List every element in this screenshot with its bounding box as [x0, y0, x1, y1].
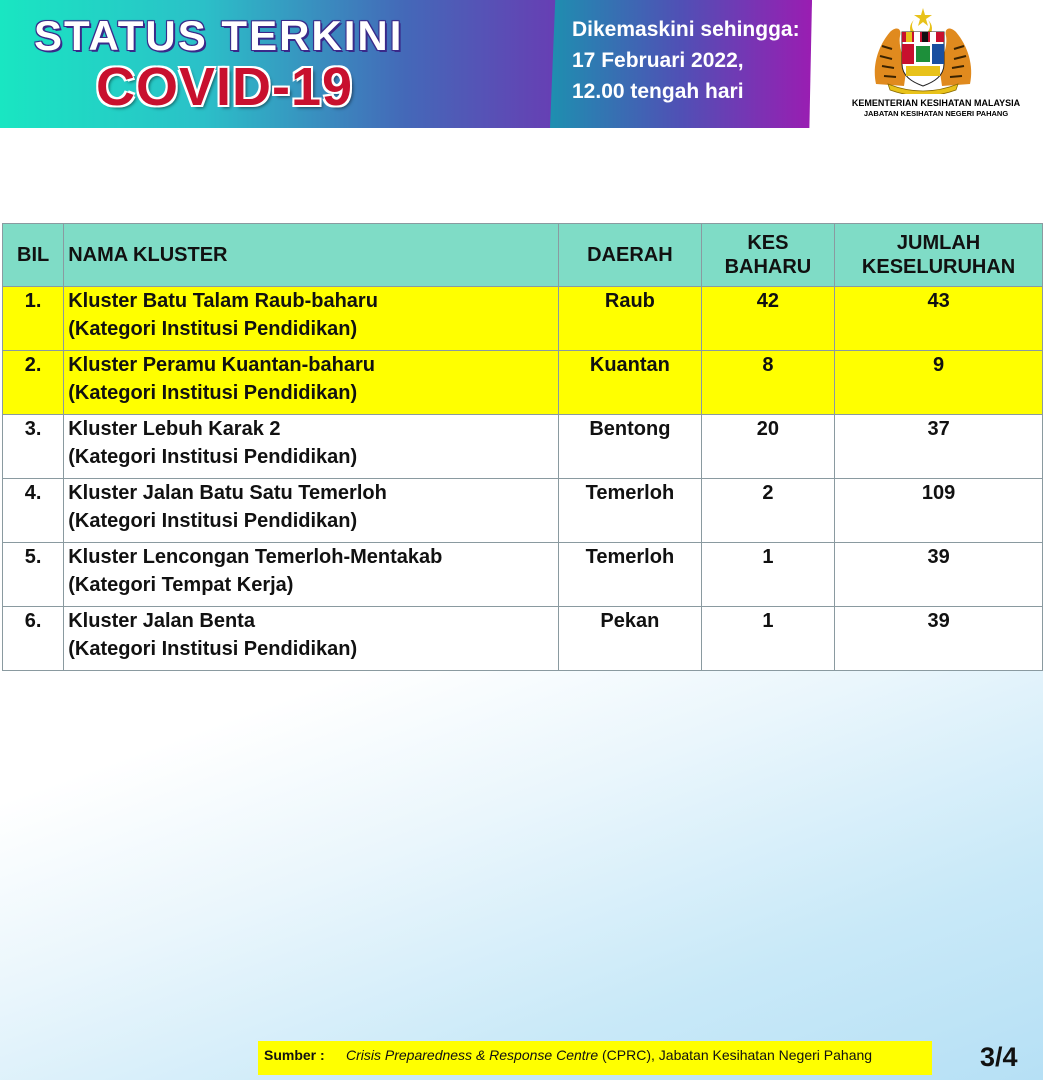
source-italic: Crisis Preparedness & Response Centre [346, 1047, 599, 1063]
cell-bil: 5. [3, 543, 64, 607]
cell-kes-baharu: 1 [701, 607, 835, 671]
cell-kes-baharu: 20 [701, 415, 835, 479]
cell-kes-baharu: 42 [701, 287, 835, 351]
cell-kes-baharu: 8 [701, 351, 835, 415]
updated-info [572, 14, 812, 107]
cell-bil: 3. [3, 415, 64, 479]
cluster-category: (Kategori Tempat Kerja) [68, 574, 294, 596]
department-name: JABATAN KESIHATAN NEGERI PAHANG [863, 109, 1009, 118]
ministry-name: KEMENTERIAN KESIHATAN MALAYSIA [851, 98, 1021, 108]
cell-nama [64, 351, 559, 415]
cell-jumlah: 9 [835, 351, 1043, 415]
title-covid: COVID-19 [96, 57, 354, 117]
source-text [346, 1043, 872, 1067]
cell-bil: 6. [3, 607, 64, 671]
col-nama-kluster: NAMA KLUSTER [64, 224, 559, 287]
cell-nama [64, 415, 559, 479]
ministry-block [836, 97, 1036, 119]
col-daerah: DAERAH [559, 224, 702, 287]
cell-daerah: Temerloh [559, 543, 702, 607]
cell-nama [64, 607, 559, 671]
cell-bil: 2. [3, 351, 64, 415]
table-row [3, 543, 1043, 607]
source-label: Sumber : [264, 1047, 325, 1063]
cell-daerah: Temerloh [559, 479, 702, 543]
updated-date: 17 Februari 2022, [572, 49, 744, 72]
cell-daerah: Bentong [559, 415, 702, 479]
col-jumlah-line2: KESELURUHAN [861, 256, 1016, 278]
cell-kes-baharu: 2 [701, 479, 835, 543]
table-header-row [3, 224, 1043, 287]
cluster-category: (Kategori Institusi Pendidikan) [68, 382, 358, 404]
updated-label: Dikemaskini sehingga: [572, 18, 800, 41]
source-footer [258, 1041, 932, 1075]
cell-kes-baharu: 1 [701, 543, 835, 607]
cell-nama [64, 479, 559, 543]
cluster-name: Kluster Batu Talam Raub-baharu [68, 290, 378, 312]
cell-daerah: Raub [559, 287, 702, 351]
cluster-name: Kluster Lebuh Karak 2 [68, 418, 281, 440]
col-jumlah-keseluruhan [835, 224, 1043, 287]
cluster-table [2, 223, 1043, 671]
table-row [3, 607, 1043, 671]
cluster-name: Kluster Jalan Benta [68, 610, 255, 632]
cluster-category: (Kategori Institusi Pendidikan) [68, 638, 358, 660]
updated-time: 12.00 tengah hari [572, 80, 744, 103]
cell-daerah: Kuantan [559, 351, 702, 415]
table-row [3, 351, 1043, 415]
cluster-name: Kluster Peramu Kuantan-baharu [68, 354, 375, 376]
col-kes-baharu [701, 224, 835, 287]
cell-bil: 1. [3, 287, 64, 351]
col-bil: BIL [3, 224, 64, 287]
cell-jumlah: 39 [835, 543, 1043, 607]
source-rest: (CPRC), Jabatan Kesihatan Negeri Pahang [598, 1047, 873, 1063]
cell-jumlah: 39 [835, 607, 1043, 671]
table-row [3, 287, 1043, 351]
cell-daerah: Pekan [559, 607, 702, 671]
table-row [3, 479, 1043, 543]
title-status: STATUS TERKINI [34, 12, 404, 59]
page-number: 3/4 [980, 1042, 1018, 1072]
malaysia-coat-of-arms-icon [870, 6, 976, 94]
cell-jumlah: 109 [835, 479, 1043, 543]
cluster-name: Kluster Jalan Batu Satu Temerloh [68, 482, 387, 504]
cluster-name: Kluster Lencongan Temerloh-Mentakab [68, 546, 443, 568]
cell-bil: 4. [3, 479, 64, 543]
col-jumlah-line1: JUMLAH [896, 232, 981, 254]
col-kes-line1: KES [747, 232, 789, 254]
cell-jumlah: 37 [835, 415, 1043, 479]
cluster-category: (Kategori Institusi Pendidikan) [68, 318, 358, 340]
cell-nama [64, 543, 559, 607]
col-kes-line2: BAHARU [724, 256, 812, 278]
cell-nama [64, 287, 559, 351]
header [0, 0, 1043, 128]
cluster-category: (Kategori Institusi Pendidikan) [68, 446, 358, 468]
cluster-category: (Kategori Institusi Pendidikan) [68, 510, 358, 532]
table-row [3, 415, 1043, 479]
cell-jumlah: 43 [835, 287, 1043, 351]
